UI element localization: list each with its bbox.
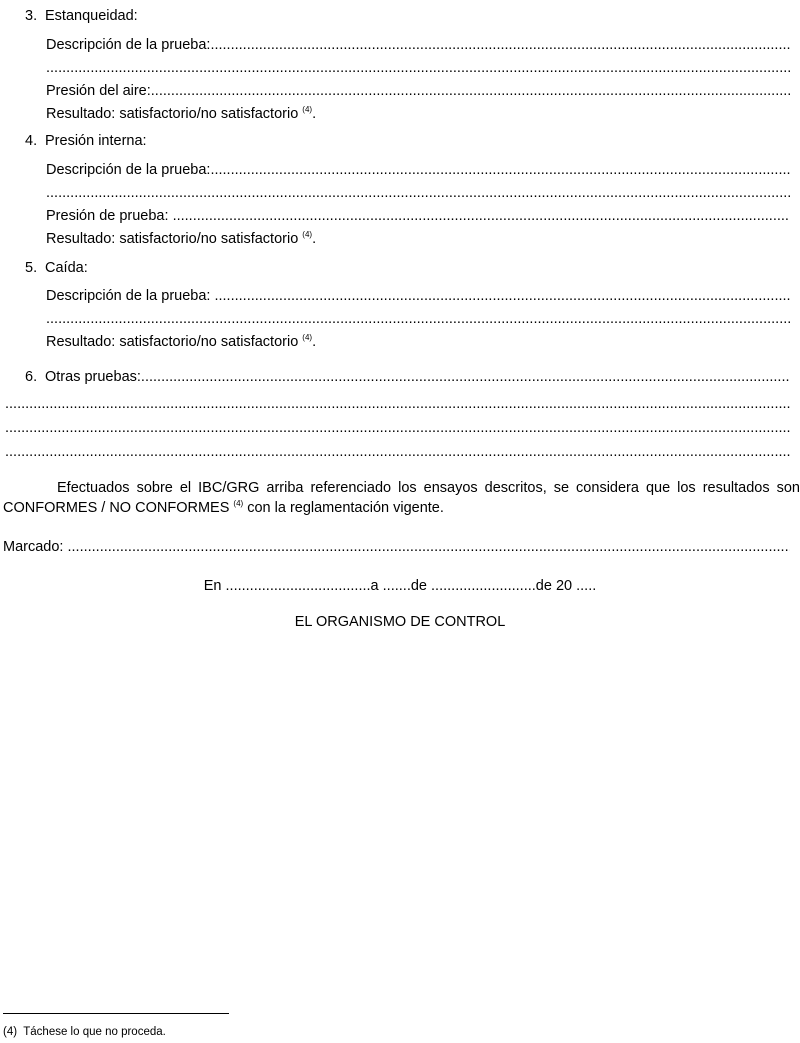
result-line xyxy=(46,104,316,124)
conformity-statement xyxy=(3,478,800,518)
fill-line xyxy=(5,394,790,414)
result-line xyxy=(46,332,316,352)
footnote-reference: (4) xyxy=(302,230,313,239)
fill-line xyxy=(5,418,790,438)
field-label: Descripción de la prueba: xyxy=(46,162,211,178)
description-field-continued[interactable] xyxy=(46,183,790,203)
period: . xyxy=(312,334,317,350)
place-date-line xyxy=(0,576,800,596)
month-fill[interactable]: .......................... xyxy=(431,578,536,594)
year-fill[interactable]: ..... xyxy=(576,578,597,594)
field-label: Descripción de la prueba: xyxy=(46,288,215,304)
fill-line xyxy=(210,35,790,55)
section-5-heading xyxy=(25,258,88,278)
other-tests-line[interactable] xyxy=(5,394,790,414)
fill-line xyxy=(46,183,790,203)
period: . xyxy=(312,231,317,247)
footnote-reference: (4) xyxy=(302,105,313,114)
field-label: Descripción de la prueba: xyxy=(46,37,211,53)
footnote-separator xyxy=(3,1013,229,1014)
fill-line xyxy=(173,206,790,226)
field-label: Presión de prueba: xyxy=(46,208,173,224)
footnote-text: Táchese lo que no proceda. xyxy=(23,1026,166,1038)
fill-line xyxy=(151,81,790,101)
field-label: Presión del aire: xyxy=(46,83,151,99)
result-label: Resultado: satisfactorio/no satisfactorio xyxy=(46,334,299,350)
statement-text: Efectuados sobre el IBC/GRG arriba referenciado los ensayos descritos, se considera que los resultados son CONFORMES / NO CONFORMES xyxy=(3,480,800,516)
month-label: de xyxy=(410,578,427,594)
day-fill[interactable]: ....... xyxy=(382,578,411,594)
other-tests-line[interactable] xyxy=(5,442,790,462)
test-pressure-field[interactable] xyxy=(46,206,790,226)
result-line xyxy=(46,229,316,249)
description-field[interactable] xyxy=(46,286,790,306)
field-label: Marcado: xyxy=(3,539,68,555)
section-4-heading xyxy=(25,131,147,151)
description-field[interactable] xyxy=(46,35,790,55)
air-pressure-field[interactable] xyxy=(46,81,790,101)
place-fill[interactable]: .................................... xyxy=(225,578,371,594)
fill-line xyxy=(67,537,790,557)
footnote xyxy=(3,1024,166,1040)
fill-line xyxy=(46,309,790,329)
footnote-reference: (4) xyxy=(302,333,313,342)
description-field-continued[interactable] xyxy=(46,309,790,329)
description-field-continued[interactable] xyxy=(46,58,790,78)
section-number: 5. xyxy=(25,260,38,276)
signature-title: EL ORGANISMO DE CONTROL xyxy=(294,614,506,630)
other-tests-line[interactable] xyxy=(5,418,790,438)
other-tests-field[interactable] xyxy=(25,367,790,387)
section-title: Caída: xyxy=(45,260,88,276)
fill-line xyxy=(141,367,790,387)
result-label: Resultado: satisfactorio/no satisfactorio xyxy=(46,231,299,247)
result-label: Resultado: satisfactorio/no satisfactorio xyxy=(46,106,299,122)
marking-field[interactable] xyxy=(3,537,790,557)
section-number: 4. xyxy=(25,133,38,149)
statement-text-end: con la reglamentación vigente. xyxy=(247,500,444,516)
section-title: Estanqueidad: xyxy=(45,8,138,24)
section-3-heading xyxy=(25,6,138,26)
fill-line xyxy=(210,160,790,180)
day-label: a xyxy=(370,578,379,594)
year-label: de 20 xyxy=(535,578,573,594)
description-field[interactable] xyxy=(46,160,790,180)
section-number: 6. xyxy=(25,369,38,385)
place-label: En xyxy=(203,578,222,594)
field-label: Otras pruebas: xyxy=(45,369,141,385)
footnote-number: (4) xyxy=(3,1026,18,1038)
section-title: Presión interna: xyxy=(45,133,147,149)
footnote-reference: (4) xyxy=(233,499,244,508)
period: . xyxy=(312,106,317,122)
fill-line xyxy=(46,58,790,78)
section-number: 3. xyxy=(25,8,38,24)
fill-line xyxy=(214,286,790,306)
fill-line xyxy=(5,442,790,462)
